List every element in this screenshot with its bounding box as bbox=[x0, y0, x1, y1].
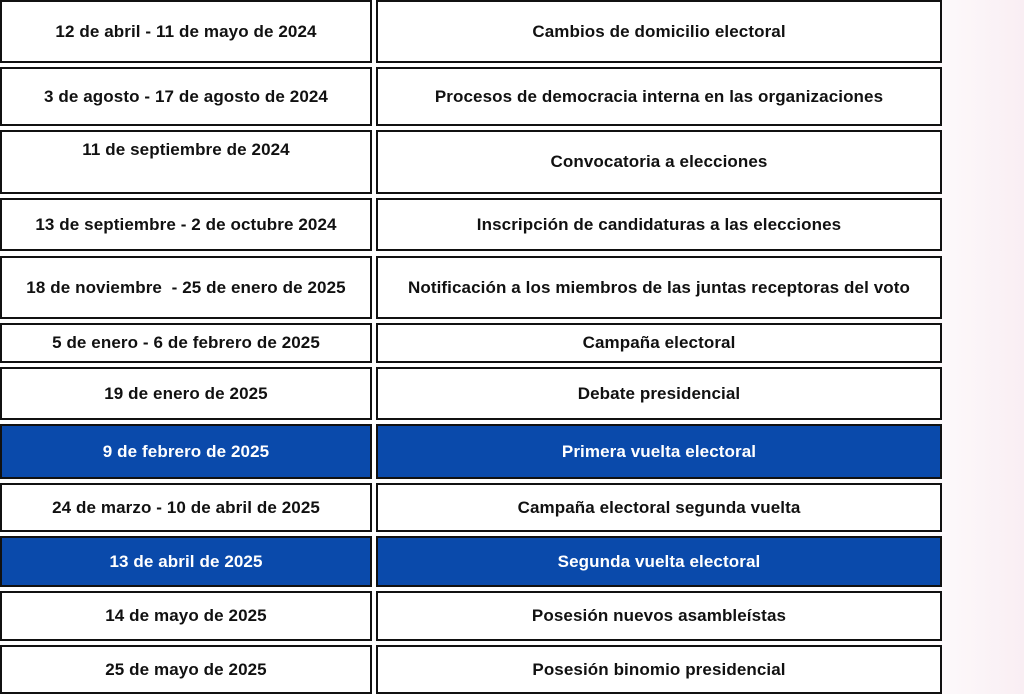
event-cell: Procesos de democracia interna en las organizaciones bbox=[376, 67, 942, 126]
event-cell: Posesión binomio presidencial bbox=[376, 645, 942, 694]
date-cell: 18 de noviembre - 25 de enero de 2025 bbox=[0, 256, 372, 319]
event-cell: Debate presidencial bbox=[376, 367, 942, 420]
date-cell: 14 de mayo de 2025 bbox=[0, 591, 372, 641]
event-cell: Notificación a los miembros de las juntas receptoras del voto bbox=[376, 256, 942, 319]
date-cell: 3 de agosto - 17 de agosto de 2024 bbox=[0, 67, 372, 126]
date-cell: 24 de marzo - 10 de abril de 2025 bbox=[0, 483, 372, 532]
date-cell: 13 de septiembre - 2 de octubre 2024 bbox=[0, 198, 372, 251]
event-cell: Inscripción de candidaturas a las elecciones bbox=[376, 198, 942, 251]
event-cell: Campaña electoral bbox=[376, 323, 942, 363]
event-cell: Convocatoria a elecciones bbox=[376, 130, 942, 194]
event-cell-highlighted: Primera vuelta electoral bbox=[376, 424, 942, 479]
event-cell: Posesión nuevos asambleístas bbox=[376, 591, 942, 641]
date-cell: 11 de septiembre de 2024 bbox=[0, 130, 372, 194]
date-cell-highlighted: 9 de febrero de 2025 bbox=[0, 424, 372, 479]
date-cell: 12 de abril - 11 de mayo de 2024 bbox=[0, 0, 372, 63]
event-cell: Cambios de domicilio electoral bbox=[376, 0, 942, 63]
event-cell: Campaña electoral segunda vuelta bbox=[376, 483, 942, 532]
event-cell-highlighted: Segunda vuelta electoral bbox=[376, 536, 942, 587]
date-cell: 25 de mayo de 2025 bbox=[0, 645, 372, 694]
date-cell-highlighted: 13 de abril de 2025 bbox=[0, 536, 372, 587]
date-cell: 19 de enero de 2025 bbox=[0, 367, 372, 420]
date-cell: 5 de enero - 6 de febrero de 2025 bbox=[0, 323, 372, 363]
